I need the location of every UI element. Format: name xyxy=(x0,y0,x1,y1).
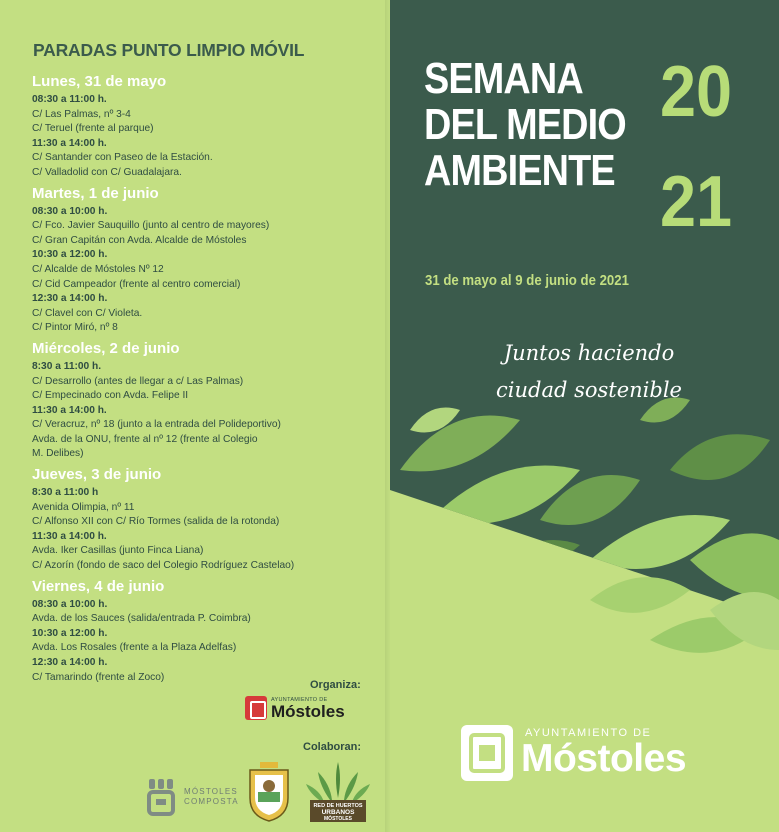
slot-time: 11:30 a 14:00 h. xyxy=(32,404,107,416)
stop-location: C/ Alcalde de Móstoles Nº 12 xyxy=(32,263,164,275)
huertos-line2: URBANOS xyxy=(321,809,355,816)
slot-time: 11:30 a 14:00 h. xyxy=(32,137,107,149)
stop-location: C/ Pintor Miró, nº 8 xyxy=(32,322,118,334)
stop-location: C/ Desarrollo (antes de llegar a c/ Las Palmas) xyxy=(32,375,244,387)
day-block xyxy=(32,73,382,181)
mostoles-logo-small xyxy=(245,696,345,720)
year-top: 20 xyxy=(660,52,733,132)
slogan xyxy=(474,335,704,409)
huertos-line3: MÓSTOLES xyxy=(324,816,352,822)
stop-location: C/ Tamarindo (frente al Zoco) xyxy=(32,671,165,683)
mostoles-logo-icon-large xyxy=(459,723,515,783)
slot-time: 8:30 a 11:00 h. xyxy=(32,360,102,372)
day-title: Viernes, 4 de junio xyxy=(32,577,165,595)
slot-time: 08:30 a 11:00 h. xyxy=(32,94,107,105)
stop-location: C/ Azorín (fondo de saco del Colegio Rodríguez Castelao) xyxy=(32,560,295,572)
stop-location: Avda. de los Sauces (salida/entrada P. Coimbra) xyxy=(32,613,251,625)
stop-location: C/ Empecinado con Avda. Felipe II xyxy=(32,390,189,402)
colaboran-label: Colaboran: xyxy=(303,741,362,753)
event-dates: 31 de mayo al 9 de junio de 2021 xyxy=(425,272,629,289)
title-line-3: AMBIENTE xyxy=(424,146,615,195)
slot-time: 08:30 a 10:00 h. xyxy=(32,598,108,610)
stop-location: Avda. Iker Casillas (junto Finca Liana) xyxy=(32,545,204,557)
stop-location: C/ Veracruz, nº 18 (junto a la entrada del Polideportivo) xyxy=(32,419,281,431)
logo-large-name: Móstoles xyxy=(521,737,687,780)
day-title: Jueves, 3 de junio xyxy=(32,466,162,484)
stop-location: Avda. de la ONU, frente al nº 12 (frente al Colegio xyxy=(32,433,258,445)
day-block xyxy=(32,340,382,462)
year-bottom: 21 xyxy=(660,162,733,242)
title-line-2: DEL MEDIO xyxy=(424,100,626,149)
composta-icon xyxy=(146,777,176,817)
composta-line2: COMPOSTA xyxy=(184,797,239,806)
composta-line1: MÓSTOLES xyxy=(184,787,238,796)
slot-time: 08:30 a 10:00 h. xyxy=(32,205,108,217)
slogan-line-1: Juntos haciendo xyxy=(503,341,675,365)
stop-location: Avda. Los Rosales (frente a la Plaza Adelfas) xyxy=(32,642,237,654)
slot-time: 8:30 a 11:00 h xyxy=(32,487,99,499)
stop-location: C/ Santander con Paseo de la Estación. xyxy=(32,152,213,164)
stop-location: Avenida Olimpia, nº 11 xyxy=(32,501,135,513)
mostoles-logo-icon xyxy=(245,696,267,720)
stops-list xyxy=(32,73,382,689)
day-block xyxy=(32,466,382,574)
day-block xyxy=(32,578,382,686)
slot-time: 10:30 a 12:00 h. xyxy=(32,627,108,639)
huertos-urbanos-logo xyxy=(304,758,372,824)
slogan-line-2: ciudad sostenible xyxy=(496,378,682,402)
slot-time: 12:30 a 14:00 h. xyxy=(32,657,108,668)
day-title: Martes, 1 de junio xyxy=(32,184,159,202)
stop-location: C/ Las Palmas, nº 3-4 xyxy=(32,108,131,120)
huertos-line1: RED DE HUERTOS xyxy=(313,803,363,809)
stop-location: C/ Fco. Javier Sauquillo (junto al centro de mayores) xyxy=(32,220,270,232)
stop-location: C/ Alfonso XII con C/ Río Tormes (salida de la rotonda) xyxy=(32,516,280,528)
slot-time: 10:30 a 12:00 h. xyxy=(32,249,108,261)
stops-title: PARADAS PUNTO LIMPIO MÓVIL xyxy=(33,40,305,60)
stop-location: C/ Cid Campeador (frente al centro comercial) xyxy=(32,278,241,290)
title-line-1: SEMANA xyxy=(424,54,583,103)
huertos-plants-icon xyxy=(304,758,372,824)
cover-title xyxy=(424,56,664,194)
logo-small-sub: AYUNTAMIENTO DE xyxy=(271,696,328,703)
logo-large-sub: AYUNTAMIENTO DE xyxy=(525,727,652,739)
organiza-label: Organiza: xyxy=(310,679,361,691)
logo-small-name: Móstoles xyxy=(271,701,345,721)
stop-location: C/ Valladolid con C/ Guadalajara. xyxy=(32,166,182,178)
slot-time: 11:30 a 14:00 h. xyxy=(32,530,107,542)
mostoles-composta-logo xyxy=(146,777,239,817)
stop-location: C/ Teruel (frente al parque) xyxy=(32,123,154,135)
slot-time: 12:30 a 14:00 h. xyxy=(32,293,108,305)
coat-of-arms-icon xyxy=(246,762,292,822)
day-title: Lunes, 31 de mayo xyxy=(32,73,167,90)
stop-location: C/ Gran Capitán con Avda. Alcalde de Móstoles xyxy=(32,234,247,246)
stop-location: M. Delibes) xyxy=(32,448,84,460)
stop-location: C/ Clavel con C/ Violeta. xyxy=(32,307,143,319)
day-block xyxy=(32,185,382,336)
mostoles-logo-large xyxy=(459,723,686,783)
day-title: Miércoles, 2 de junio xyxy=(32,339,180,357)
